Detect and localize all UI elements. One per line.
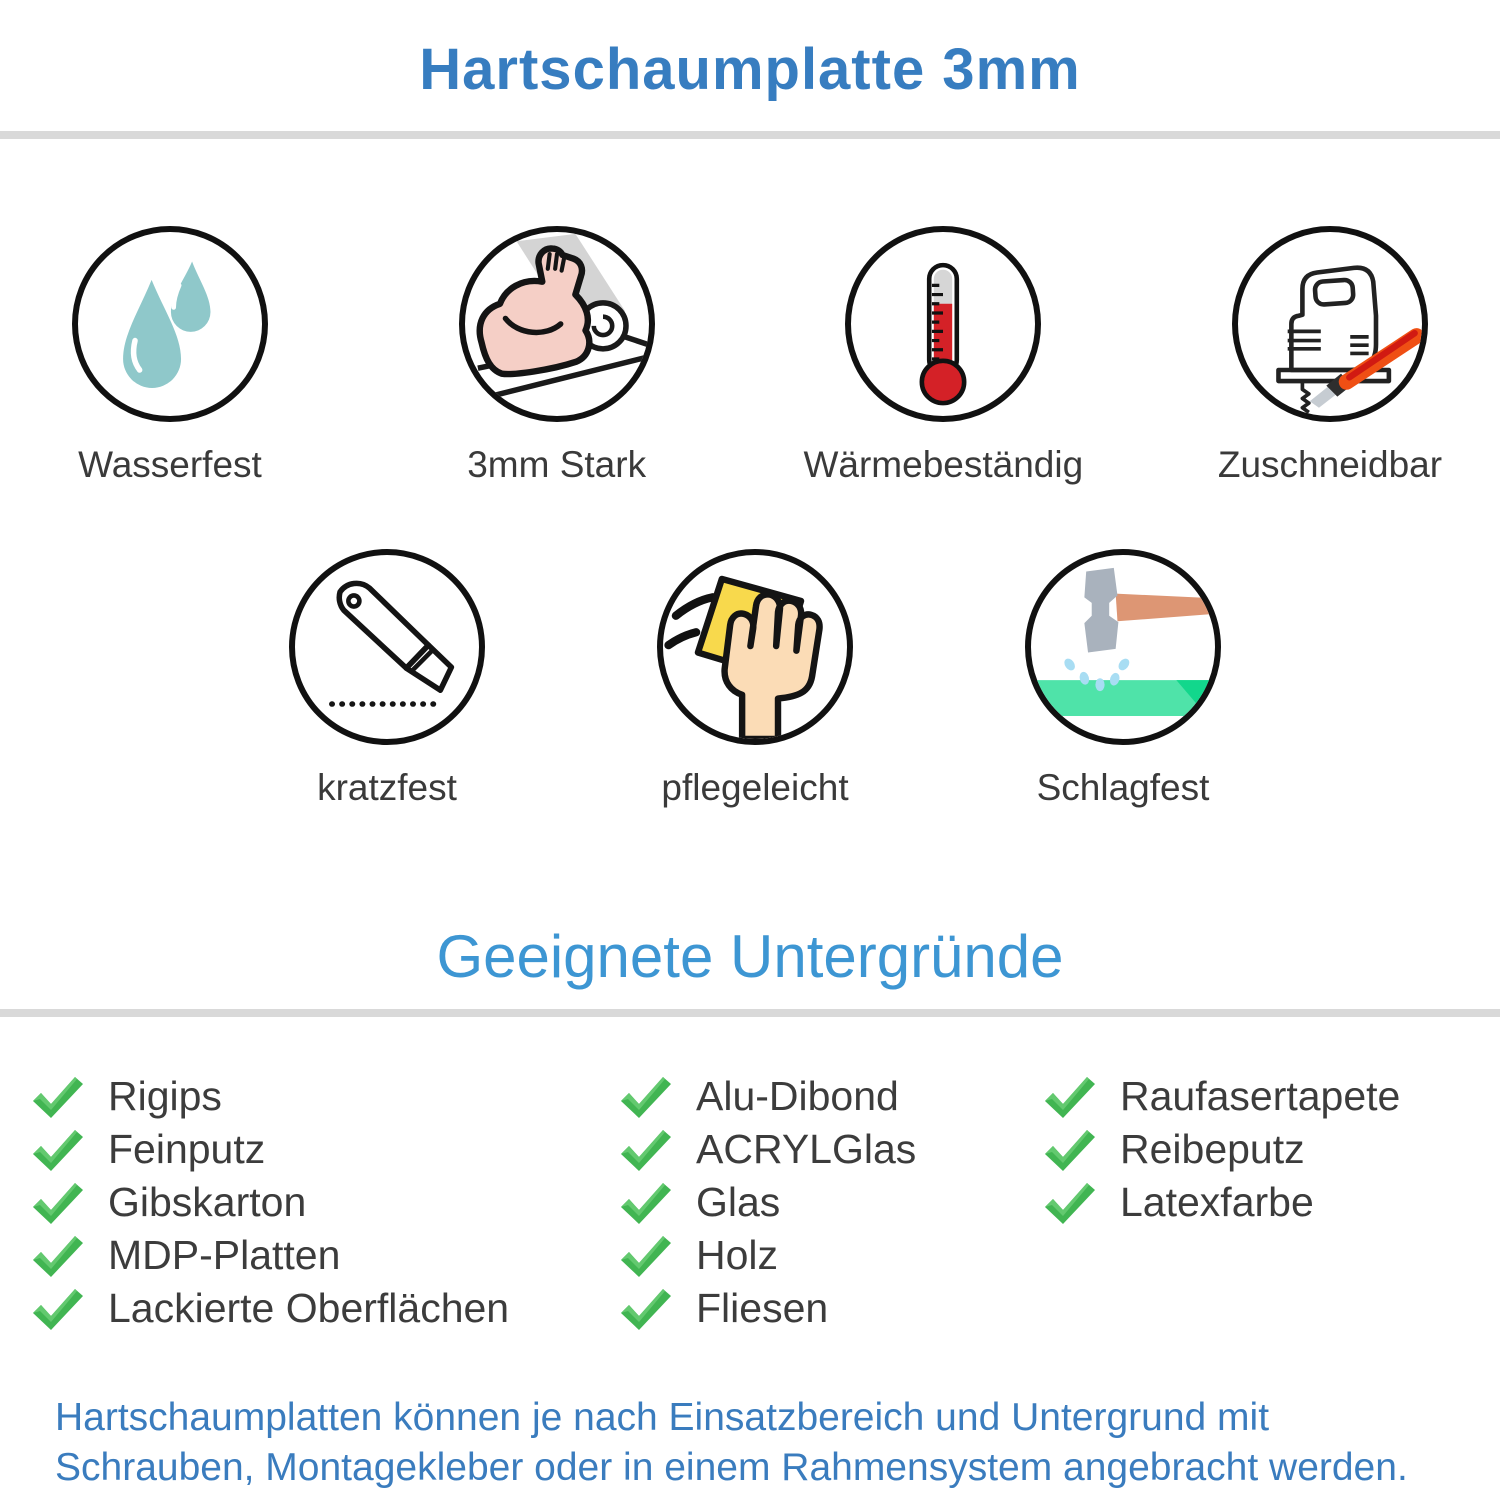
divider-bar-top [0, 131, 1500, 139]
check-icon [30, 1233, 86, 1279]
check-icon [618, 1127, 674, 1173]
flex-arm-icon [459, 226, 655, 422]
check-icon [618, 1074, 674, 1120]
check-icon [30, 1074, 86, 1120]
list-item [1042, 1070, 1400, 1123]
feature-heat-resistant [803, 226, 1084, 486]
hammer-icon [1025, 549, 1221, 745]
list-item [618, 1176, 916, 1229]
list-item-label: Feinputz [108, 1126, 266, 1172]
footer-line-2: Schrauben, Montagekleber oder in einem Rahmensystem angebracht werden. [55, 1446, 1408, 1489]
list-item-label: Reibeputz [1120, 1126, 1305, 1172]
feature-label: Wärmebeständig [803, 444, 1084, 485]
list-item-label: Latexfarbe [1120, 1179, 1314, 1225]
list-item-label: Glas [696, 1179, 781, 1225]
footer-line-1: Hartschaumplatten können je nach Einsatzbereich und Untergrund mit [55, 1396, 1270, 1439]
list-item-label: Alu-Dibond [696, 1073, 899, 1119]
feature-row-1 [0, 226, 1500, 486]
wiping-hand-icon [657, 549, 853, 745]
feature-label: Schlagfest [1036, 767, 1210, 808]
feature-waterproof [72, 226, 268, 486]
list-item-label: ACRYLGlas [696, 1126, 917, 1172]
feature-label: Zuschneidbar [1217, 444, 1443, 485]
list-item-label: Gibskarton [108, 1179, 307, 1225]
list-item-label: MDP-Platten [108, 1232, 341, 1278]
jigsaw-icon [1232, 226, 1428, 422]
footer-note [55, 1393, 1470, 1493]
list-item [618, 1282, 916, 1335]
list-item-label: Fliesen [696, 1285, 829, 1331]
feature-thickness [459, 226, 655, 486]
list-item [30, 1176, 509, 1229]
substrates-column-2 [618, 1070, 916, 1335]
thermometer-icon [845, 226, 1041, 422]
list-item-label: Holz [696, 1232, 779, 1278]
check-icon [1042, 1074, 1098, 1120]
feature-label: kratzfest [317, 767, 457, 808]
list-item [30, 1070, 509, 1123]
feature-row-2 [0, 549, 1500, 809]
check-icon [30, 1127, 86, 1173]
list-item [30, 1123, 509, 1176]
list-item [1042, 1123, 1400, 1176]
feature-impact-resistant [1025, 549, 1221, 809]
list-item [618, 1070, 916, 1123]
list-item [1042, 1176, 1400, 1229]
list-item-label: Raufasertapete [1120, 1073, 1401, 1119]
water-drops-icon [72, 226, 268, 422]
feature-label: pflegeleicht [661, 767, 849, 808]
check-icon [618, 1180, 674, 1226]
feature-label: 3mm Stark [467, 444, 647, 485]
feature-scratchproof [289, 549, 485, 809]
check-icon [30, 1286, 86, 1332]
check-icon [1042, 1127, 1098, 1173]
divider-bar-bottom [0, 1009, 1500, 1017]
substrates-column-3 [1042, 1070, 1400, 1229]
check-icon [30, 1180, 86, 1226]
utility-knife-icon [289, 549, 485, 745]
list-item-label: Lackierte Oberflächen [108, 1285, 510, 1331]
section-title: Geeignete Untergründe [436, 923, 1064, 990]
feature-cuttable [1217, 226, 1443, 486]
check-icon [618, 1233, 674, 1279]
list-item [618, 1229, 916, 1282]
list-item-label: Rigips [108, 1073, 222, 1119]
list-item [30, 1282, 509, 1335]
feature-label: Wasserfest [78, 444, 262, 485]
check-icon [1042, 1180, 1098, 1226]
page-title: Hartschaumplatte 3mm [419, 37, 1081, 102]
feature-easy-care [657, 549, 853, 809]
check-icon [618, 1286, 674, 1332]
list-item [30, 1229, 509, 1282]
list-item [618, 1123, 916, 1176]
substrates-column-1 [30, 1070, 509, 1335]
